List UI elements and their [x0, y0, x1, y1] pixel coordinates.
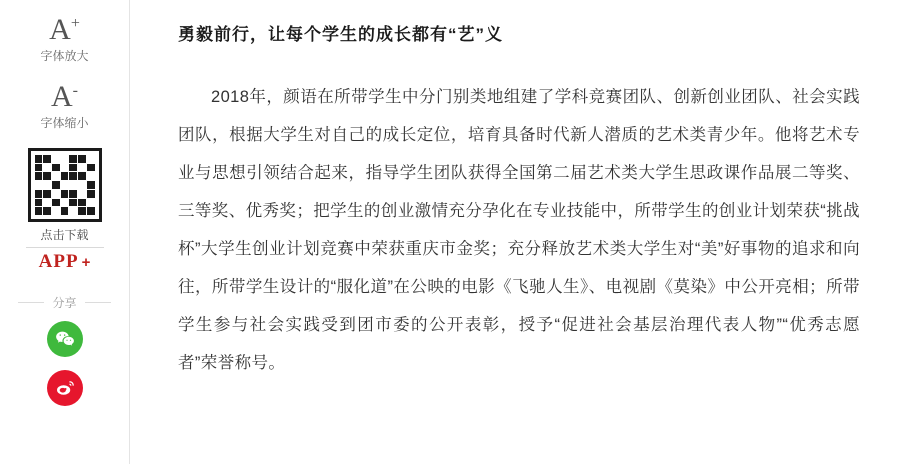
- app-badge-plus: +: [81, 253, 91, 271]
- font-decrease-label: 字体缩小: [40, 116, 89, 130]
- app-badge-label: APP: [38, 251, 79, 272]
- font-decrease-sup: -: [72, 82, 78, 99]
- share-label: 分享: [52, 296, 77, 310]
- article: [130, 0, 900, 464]
- font-decrease-icon: [0, 75, 129, 113]
- share-header: [0, 294, 129, 311]
- share-rule-left: [18, 302, 44, 303]
- page-title: 勇毅前行，让每个学生的成长都有“艺”义: [178, 25, 503, 44]
- app-download-block[interactable]: [0, 148, 129, 272]
- wechat-icon: [54, 328, 76, 350]
- qr-code-pattern: [35, 155, 95, 215]
- font-increase-glyph: A: [49, 13, 71, 46]
- qr-caption: 点击下载: [40, 228, 89, 242]
- article-body: [178, 78, 860, 382]
- article-paragraph: 2018年，颜语在所带学生中分门别类地组建了学科竞赛团队、创新创业团队、社会实践团队，根据大学生对自己的成长定位，培育具备时代新人潜质的艺术类青少年。他将艺术专业与思想引领结合起来，指导学生团队获得全国第二届艺术类大学生思政课作品展二等奖、三等奖、优秀奖；把学生的创业激情充分孕化在专业技能中，所带学生的创业计划荣获“挑战杯”大学生创业计划竞赛中荣获重庆市金奖；充分释放艺术类大学生对“美”好事物的追求和向往，所带学生设计的“服化道”在公映的电影《飞驰人生》、电视剧《莫染》中公开亮相；所带学生参与社会实践受到团市委的公开表彰，授予“促进社会基层治理代表人物”“优秀志愿者”荣誉称号。: [178, 88, 860, 372]
- share-weibo-button[interactable]: [47, 370, 83, 406]
- share-icon-list: [0, 321, 129, 406]
- font-decrease-glyph: A: [51, 80, 73, 113]
- sidebar: [0, 0, 130, 464]
- font-increase-icon: [0, 8, 129, 46]
- font-increase-sup: +: [70, 15, 80, 32]
- app-badge[interactable]: [26, 247, 104, 272]
- font-decrease-button[interactable]: [0, 71, 129, 138]
- font-increase-button[interactable]: [0, 4, 129, 71]
- qr-code-icon[interactable]: [28, 148, 102, 222]
- font-increase-label: 字体放大: [40, 49, 89, 63]
- weibo-icon: [54, 377, 76, 399]
- share-wechat-button[interactable]: [47, 321, 83, 357]
- share-rule-right: [85, 302, 111, 303]
